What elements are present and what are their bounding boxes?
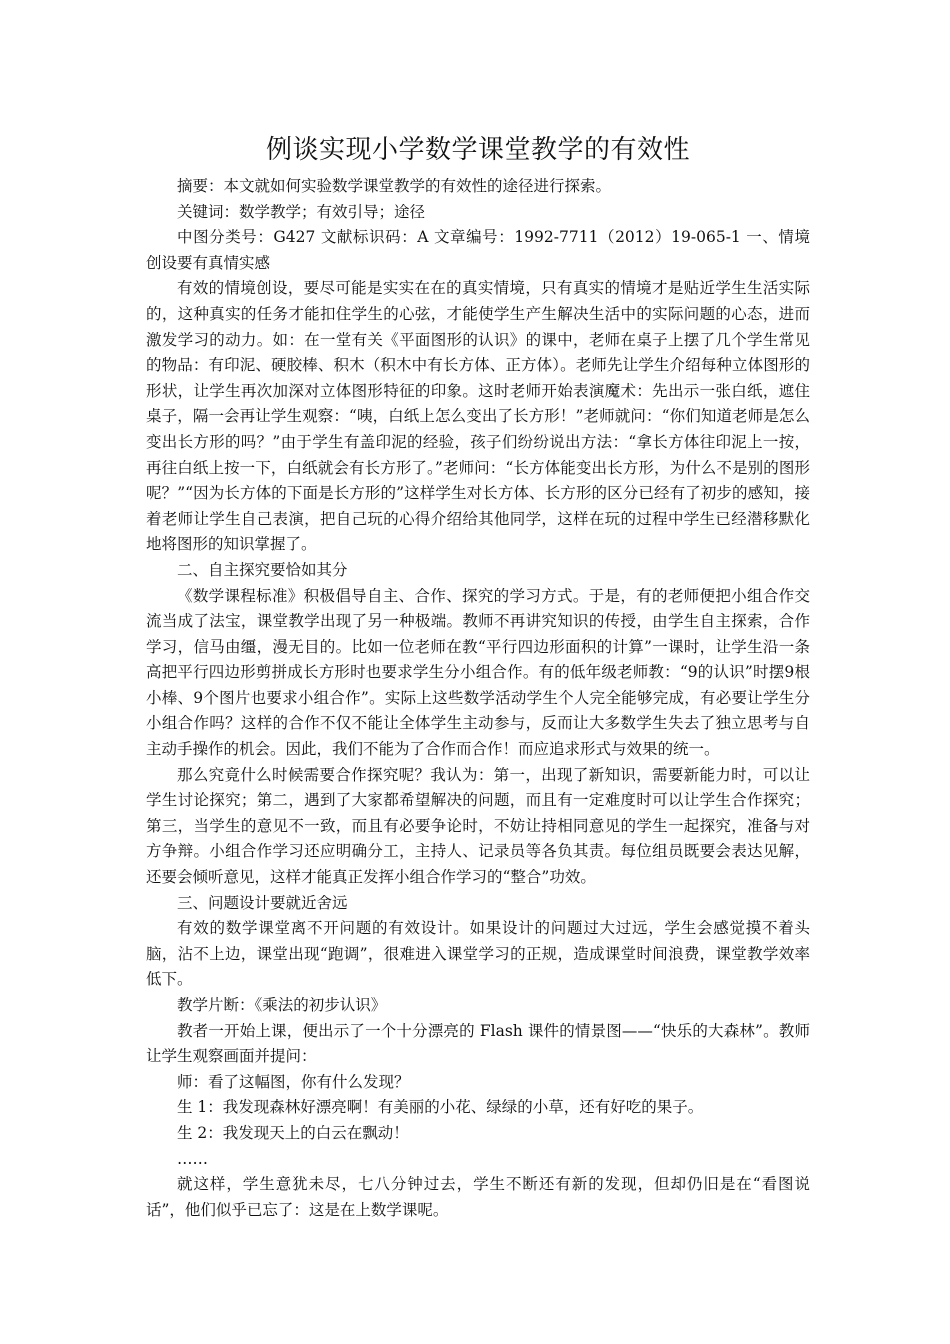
classification-line: 中图分类号：G427 文献标识码：A 文章编号：1992-7711（2012）19-065-1 一、情境创设要有真情实感	[146, 228, 810, 272]
section-heading: 二、自主探究要恰如其分	[177, 560, 348, 579]
abstract: 摘要：本文就如何实验数学课堂教学的有效性的途径进行探索。	[177, 177, 612, 195]
body-paragraph: 《数学课程标准》积极倡导自主、合作、探究的学习方式。于是，有的老师便把小组合作交流当成了法宝，课堂教学出现了另一种极端。教师不再讲究知识的传授，由学生自主探索，合作学习，信马由缰，漫无目的。比如一位老师在教“平行四边形面积的计算”一课时，让学生沿一条高把平行四边形剪拼成长方形时也要求学生分小组合作。有的低年级老师教：“9的认识”时摆9根小棒、9个图片也要求小组合作”。实际上这些数学活动学生个人完全能够完成，有必要让学生分小组合作吗？这样的合作不仅不能让全体学生主动参与，反而让大多数学生失去了独立思考与自主动手操作的机会。因此，我们不能为了合作而合作！而应追求形式与效果的统一。	[146, 586, 810, 759]
body-paragraph: 有效的数学课堂离不开问题的有效设计。如果设计的问题过大过远，学生会感觉摸不着头脑，沾不上边，课堂出现“跑调”，很难进入课堂学习的正规，造成课堂时间浪费，课堂教学效率低下。	[146, 919, 810, 989]
document-title: 例谈实现小学数学课堂教学的有效性	[265, 135, 690, 165]
body-paragraph: 有效的情境创设，要尽可能是实实在在的真实情境，只有真实的情境才是贴近学生生活实际的，这种真实的任务才能扣住学生的心弦，才能使学生产生解决生活中的实际问题的心态，进而激发学习的动力。如：在一堂有关《平面图形的认识》的课中，老师在桌子上摆了几个学生常见的物品：有印泥、硬胶棒、积木（积木中有长方体、正方体）。老师先让学生介绍每种立体图形的形状，让学生再次加深对立体图形特征的印象。这时老师开始表演魔术：先出示一张白纸，遮住桌子，隔一会再让学生观察：“咦，白纸上怎么变出了长方形！”老师就问：“你们知道老师是怎么变出长方形的吗？”由于学生有盖印泥的经验，孩子们纷纷说出方法：“拿长方体往印泥上一按，再往白纸上按一下，白纸就会有长方形了。”老师问：“长方体能变出长方形，为什么不是别的图形呢？”“因为长方体的下面是长方形的”这样学生对长方体、长方形的区分已经有了初步的感知，接着老师让学生自己表演，把自己玩的心得介绍给其他同学，这样在玩的过程中学生已经潜移默化地将图形的知识掌握了。	[146, 279, 810, 554]
ellipsis-line: ……	[177, 1149, 208, 1168]
body-paragraph: 那么究竟什么时候需要合作探究呢？我认为：第一，出现了新知识，需要新能力时，可以让学生讨论探究；第二，遇到了大家都希望解决的问题，而且有一定难度时可以让学生合作探究；第三，当学生的意见不一致，而且有必要争论时，不妨让持相同意见的学生一起探究，准备与对方争辩。小组合作学习还应明确分工，主持人、记录员等各负其责。每位组员既要会表达见解，还要会倾听意见，这样才能真正发挥小组合作学习的“整合”功效。	[146, 765, 810, 887]
section-heading: 三、问题设计要就近舍远	[177, 893, 348, 912]
document-page	[146, 130, 810, 1223]
body-paragraph: 教学片断：《乘法的初步认识》	[177, 996, 387, 1014]
dialogue-line: 生 2：我发现天上的白云在飘动！	[177, 1123, 409, 1142]
dialogue-line: 生 1：我发现森林好漂亮啊！有美丽的小花、绿绿的小草，还有好吃的果子。	[177, 1098, 704, 1117]
body-paragraph: 教者一开始上课，便出示了一个十分漂亮的 Flash 课件的情景图——“快乐的大森林”。教师让学生观察画面并提问：	[146, 1021, 810, 1066]
keywords: 关键词：数学教学；有效引导；途径	[177, 202, 426, 221]
body-paragraph: 就这样，学生意犹未尽，七八分钟过去，学生不断还有新的发现，但却仍旧是在“看图说话”，他们似乎已忘了：这是在上数学课呢。	[146, 1175, 810, 1219]
dialogue-line: 师：看了这幅图，你有什么发现？	[177, 1072, 410, 1091]
